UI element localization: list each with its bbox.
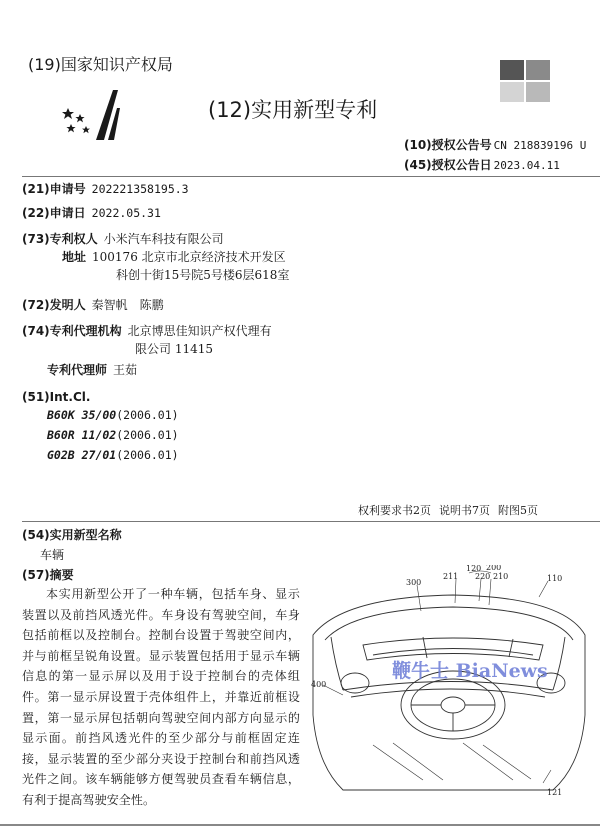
patentee-label: (73)专利权人 <box>22 232 98 246</box>
patentee: 小米汽车科技有限公司 <box>103 232 224 246</box>
patentee-field <box>22 231 224 247</box>
agent-field <box>47 362 137 378</box>
agent: 王茹 <box>113 363 138 377</box>
application-number-label: (21)申请号 <box>22 182 86 196</box>
bianews-watermark: 鞭牛士 BiaNews <box>392 660 548 682</box>
document-type-title: (12)实用新型专利 <box>208 98 378 122</box>
application-date: 2022.05.31 <box>91 206 161 220</box>
agency-line-1: 北京博思佳知识产权代理有 <box>127 324 272 338</box>
int-cl-label: (51)Int.Cl. <box>22 390 91 404</box>
utility-model-title-field <box>22 527 122 543</box>
application-date-field <box>22 205 161 221</box>
section-divider <box>22 521 600 522</box>
page-counts <box>358 502 546 518</box>
agency-label: (74)专利代理机构 <box>22 324 122 338</box>
publication-number: CN 218839196 U <box>493 139 587 152</box>
agency-field <box>22 323 272 339</box>
publication-date: 2023.04.11 <box>493 159 560 172</box>
application-number: 202221358195.3 <box>91 182 189 196</box>
figure-label-200: 200 <box>486 565 502 572</box>
utility-model-title-label: (54)实用新型名称 <box>22 528 122 542</box>
figure-label-110: 110 <box>547 574 563 583</box>
ipc-code: G02B 27/01 <box>47 448 117 462</box>
figure-label-121: 121 <box>547 788 563 797</box>
publication-number-row <box>404 136 586 153</box>
abstract-field <box>22 567 74 583</box>
ipc-entry <box>47 428 179 442</box>
header-divider <box>22 176 600 177</box>
figure-label-300: 300 <box>406 578 422 587</box>
address-line-1: 100176 北京市北京经济技术开发区 <box>92 250 286 264</box>
abstract-label: (57)摘要 <box>22 568 74 582</box>
inventors-field <box>22 297 164 313</box>
figure-label-210: 210 <box>493 572 509 581</box>
address-label: 地址 <box>62 250 87 264</box>
inventors: 秦智帆 陈鹏 <box>91 298 164 312</box>
address-line-2: 科创十街15号院5号楼6层618室 <box>116 268 290 282</box>
figure-label-220: 220 <box>475 572 491 581</box>
ipc-code: B60R 11/02 <box>47 428 117 442</box>
agent-label: 专利代理师 <box>47 363 108 377</box>
ipc-year: (2006.01) <box>116 408 179 422</box>
utility-model-title: 车辆 <box>40 548 65 562</box>
page-bottom-edge <box>0 824 600 826</box>
qr-code-image <box>500 60 550 102</box>
figure-label-400: 400 <box>311 680 327 689</box>
publication-date-row <box>404 156 560 173</box>
publication-date-label: (45)授权公告日 <box>404 158 492 172</box>
figure-label-120: 120 <box>466 565 482 573</box>
claims-page-count: 权利要求书2页 <box>358 504 431 517</box>
agency-line-2: 限公司 11415 <box>135 342 213 356</box>
ipc-year: (2006.01) <box>116 428 179 442</box>
publication-number-label: (10)授权公告号 <box>404 138 492 152</box>
ipc-entry <box>47 408 179 422</box>
description-page-count: 说明书7页 <box>439 504 490 517</box>
int-cl-field <box>22 389 90 405</box>
ipc-year: (2006.01) <box>116 448 179 462</box>
application-number-field <box>22 181 189 197</box>
application-date-label: (22)申请日 <box>22 206 86 220</box>
cnipa-emblem-icon <box>56 88 136 144</box>
abstract-text: 本实用新型公开了一种车辆，包括车身、显示装置以及前挡风透光件。车身设有驾驶空间，车身包括前框以及控制台。控制台设置于驾驶空间内，并与前框呈锐角设置。显示装置包括用于显示车辆信息的第一显示屏以及用于设于控制台的壳体组件。第一显示屏设置于壳体组件上，并靠近前框设置，第一显示屏包括朝向驾驶空间内部方向显示的显示面。前挡风透光件的至少部分与前框固定连接，显示装置的至少部分夹设于控制台和前挡风透光件之间。该车辆能够方便驾驶员查看车辆信息，有利于提高驾驶安全性。 <box>22 587 300 807</box>
drawings-page-count: 附图5页 <box>498 504 538 517</box>
inventors-label: (72)发明人 <box>22 298 86 312</box>
ipc-entry <box>47 448 179 462</box>
address-field <box>62 249 286 265</box>
figure-label-211: 211 <box>443 572 459 581</box>
ipc-code: B60K 35/00 <box>47 408 117 422</box>
office-name: (19)国家知识产权局 <box>28 55 173 74</box>
